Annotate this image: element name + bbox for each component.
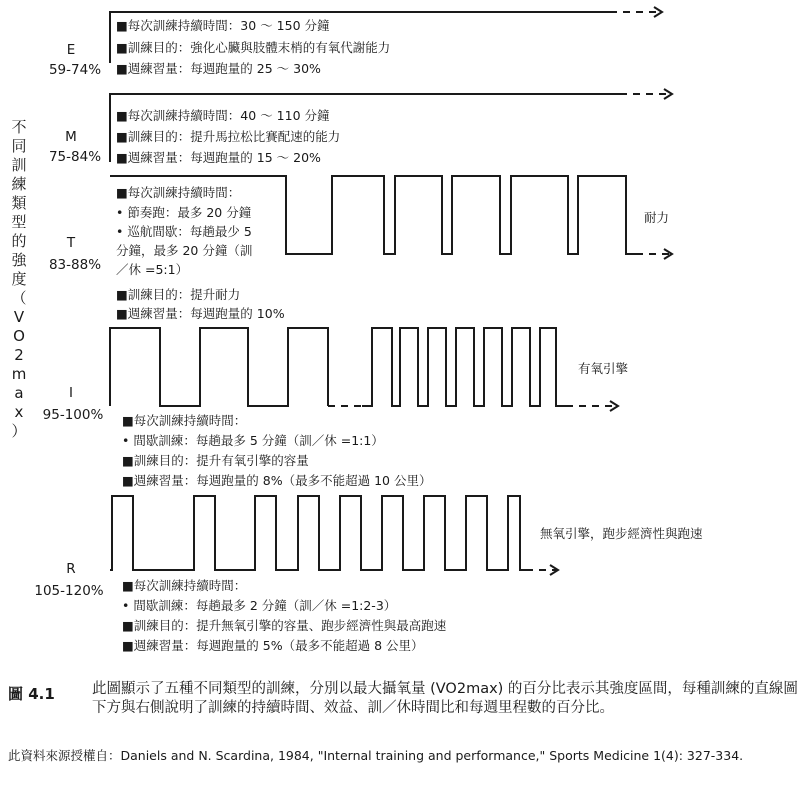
level-i-duration: ■每次訓練持續時間： (122, 413, 247, 428)
level-r-interval: • 間歇訓練：每趟最多 2 分鐘（訓／休 =1:2-3） (122, 598, 397, 613)
level-i-purpose: ■訓練目的：提升有氧引擎的容量 (122, 453, 309, 468)
level-t-duration: ■每次訓練持續時間： (116, 185, 241, 200)
y-axis-label-char: 練 (11, 175, 27, 193)
level-m-volume: ■週練習量：每週跑量的 15 ～ 20% (116, 150, 321, 165)
level-t-letter: T (66, 235, 76, 251)
wave-i-line-2 (362, 328, 566, 406)
level-i-letter: I (69, 385, 73, 401)
y-axis-label-char: m (11, 365, 27, 383)
y-axis-label-char: V (13, 308, 25, 326)
level-e-letter: E (66, 42, 76, 58)
y-axis-label-char: 訓 (11, 156, 27, 174)
y-axis-label (8, 118, 30, 441)
level-r-volume: ■週練習量：每週跑量的 5%（最多不能超過 8 公里） (122, 638, 424, 653)
level-e-volume: ■週練習量：每週跑量的 25 ～ 30% (116, 61, 321, 76)
level-i-interval: • 間歇訓練：每趟最多 5 分鐘（訓／休 =1:1） (122, 433, 384, 448)
caption-text: 此圖顯示了五種不同類型的訓練，分別以最大攝氧量 (VO2max) 的百分比表示其強度區間，每種訓練的直線圖下方與右側說明了訓練的持續時間、效益、訓／休時間比和每週里程數的百分比。 (92, 681, 798, 716)
level-t-volume: ■週練習量：每週跑量的 10% (116, 306, 285, 321)
y-axis-label-char: x (14, 403, 24, 421)
level-i-side-label: 有氧引擎 (578, 361, 629, 376)
source-credit: 此資料來源授權自：Daniels and N. Scardina, 1984, "Internal training and performance," Sports Medicine 1(4): 327-334. (8, 748, 744, 763)
y-axis-label-char: 的 (11, 232, 27, 250)
level-t-cruise-1: • 巡航間歇：每趟最少 5 (116, 224, 252, 239)
wave-r-line (110, 496, 526, 570)
level-t-tempo: • 節奏跑：最多 20 分鐘 (116, 205, 252, 220)
y-axis-label-char: 型 (11, 213, 27, 231)
level-r-letter: R (66, 561, 76, 577)
level-i-volume: ■週練習量：每週跑量的 8%（最多不能超過 10 公里） (122, 473, 432, 488)
y-axis-label-char: 同 (11, 137, 27, 155)
y-axis-label-char: ） (11, 422, 27, 440)
level-m-range: 75-84% (48, 149, 102, 165)
y-axis-label-char: 類 (11, 194, 27, 212)
level-t-range: 83-88% (48, 257, 102, 273)
level-r-purpose: ■訓練目的：提升無氧引擎的容量、跑步經濟性與最高跑速 (122, 618, 447, 633)
y-axis-label-char: O (13, 327, 25, 345)
y-axis-label-char: 不 (11, 118, 27, 136)
y-axis-label-char: （ (11, 289, 27, 307)
y-axis-label-char: 度 (11, 270, 27, 288)
level-m-letter: M (65, 129, 77, 145)
level-e-purpose: ■訓練目的：強化心臟與肢體末梢的有氧代謝能力 (116, 40, 391, 55)
level-t-side-label: 耐力 (644, 210, 670, 225)
level-t-cruise-3: ／休 =5:1） (116, 262, 189, 277)
level-e-duration: ■每次訓練持續時間：30 ～ 150 分鐘 (116, 18, 330, 33)
y-axis-label-char: 強 (11, 251, 27, 269)
caption-label: 圖 4.1 (8, 685, 55, 703)
level-r-range: 105-120% (34, 583, 104, 599)
level-e-range: 59-74% (48, 62, 102, 78)
level-m-duration: ■每次訓練持續時間：40 ～ 110 分鐘 (116, 108, 330, 123)
level-t-cruise-2: 分鐘，最多 20 分鐘（訓 (116, 243, 253, 258)
y-axis-label-char: 2 (14, 346, 24, 364)
level-i-range: 95-100% (42, 407, 104, 423)
wave-i-line-1 (110, 328, 328, 406)
level-r-duration: ■每次訓練持續時間： (122, 578, 247, 593)
y-axis-label-char: a (14, 384, 24, 402)
level-t-purpose: ■訓練目的：提升耐力 (116, 287, 241, 302)
level-m-purpose: ■訓練目的：提升馬拉松比賽配速的能力 (116, 129, 341, 144)
level-r-side-label: 無氧引擎，跑步經濟性與跑速 (540, 526, 703, 541)
